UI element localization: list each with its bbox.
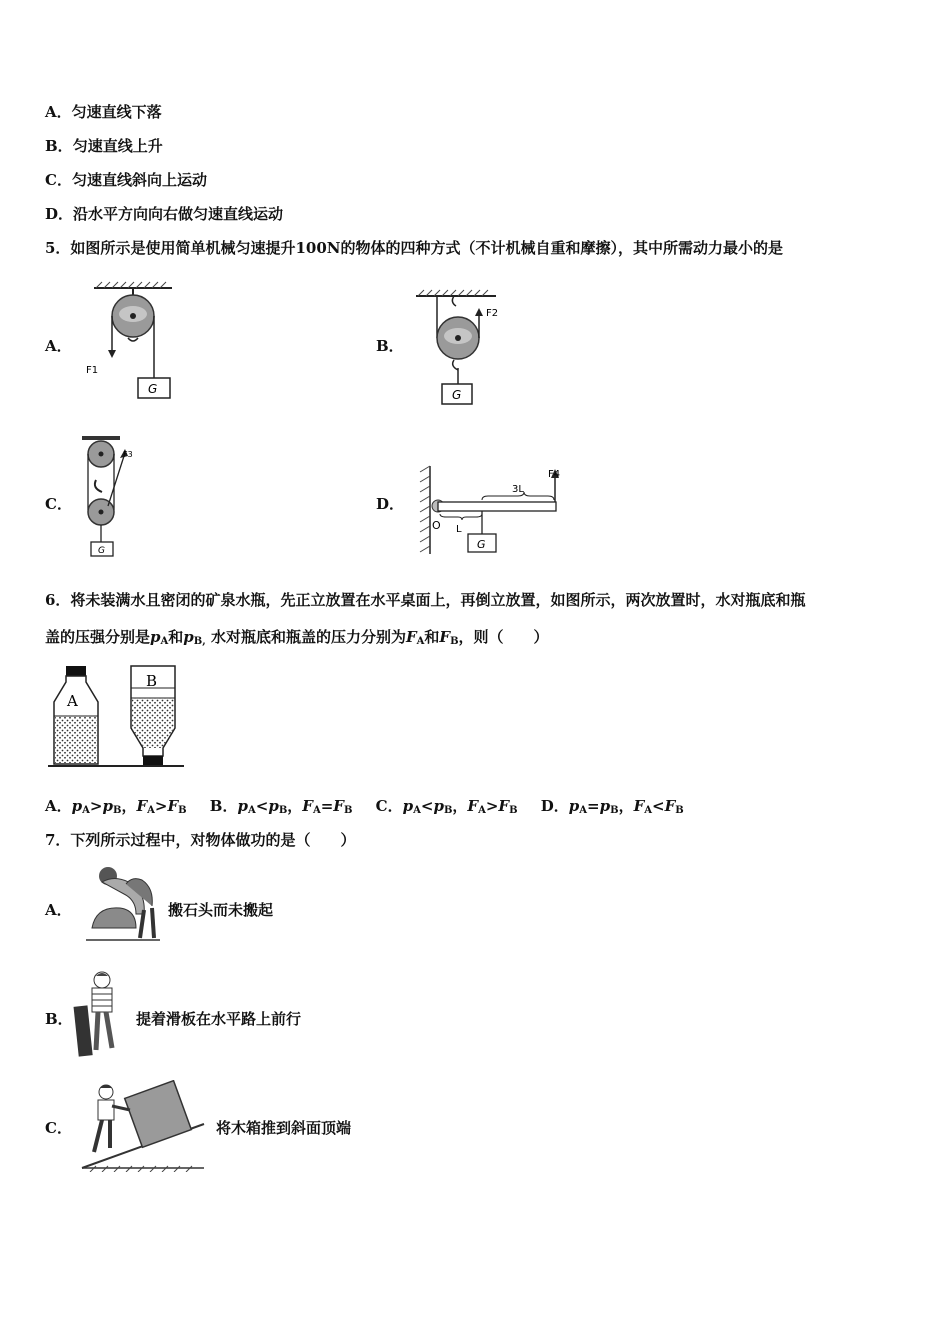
f4-g-label: G [477, 538, 486, 551]
f4-label: F4 [548, 469, 561, 480]
q4-option-a: A．匀速直线下落 [45, 103, 162, 121]
q4-option-c: C．匀速直线斜向上运动 [45, 171, 207, 189]
q6-stem-line1: 6．将未装满水且密闭的矿泉水瓶，先正立放置在水平桌面上，再倒立放置，如图所示，两次放置时，水对瓶底和瓶 [45, 591, 806, 609]
q4-option-b: B．匀速直线上升 [45, 137, 163, 155]
q5-stem: 5．如图所示是使用简单机械匀速提升100N的物体的四种方式（不计机械自重和摩擦），其中所需动力最小的是 [45, 239, 783, 257]
f2-g-label: G [452, 388, 462, 402]
q7-stem: 7．下列所示过程中，对物体做功的是（ ） [45, 831, 356, 849]
q4-option-d: D．沿水平方向向右做匀速直线运动 [45, 205, 284, 223]
q6-option-a: A．$p_A>p_B$，$F_A>F_B$ [45, 797, 187, 816]
fixed-pulley-figure [80, 280, 190, 405]
q6-option-c: C．$p_A<p_B$，$F_A>F_B$ [375, 797, 518, 816]
q6-stem-line2: 盖的压强分别是$p_A$和$p_{B,}$ 水对瓶底和瓶盖的压力分别为$F_A$和$F_B$，则（ ） [45, 628, 549, 647]
q6-options [45, 796, 684, 821]
f3-g-label: G [98, 546, 105, 556]
lifting-stone-figure [82, 864, 162, 944]
q5-label-d: D． [376, 495, 405, 513]
bottle-b-label: B [146, 672, 158, 690]
f2-label: F2 [486, 308, 499, 319]
bottle-a-label: A [67, 692, 78, 710]
q5-label-b: B． [376, 337, 404, 355]
f1-label: F1 [86, 365, 99, 376]
movable-pulley-figure [410, 282, 520, 407]
q7-text-b: 提着滑板在水平路上前行 [136, 1010, 302, 1028]
f1-g-label: G [148, 382, 158, 396]
incline-box-figure [80, 1080, 210, 1172]
q6-option-d: D．$p_A=p_B$，$F_A<F_B$ [540, 797, 684, 816]
q6-option-b: B．$p_A<p_B$，$F_A=F_B$ [209, 797, 353, 816]
q7-label-b: B． [45, 1010, 73, 1028]
q7-label-c: C． [45, 1119, 72, 1137]
l-label: L [456, 524, 462, 535]
skateboard-figure [72, 970, 128, 1062]
pulley-block-figure [78, 434, 158, 559]
o-label: O [432, 519, 441, 532]
bottles-figure [46, 664, 186, 774]
three-l-label: 3L [512, 484, 524, 495]
q7-label-a: A． [45, 901, 72, 919]
f3-label: F3 [123, 450, 133, 459]
q5-label-c: C． [45, 495, 72, 513]
q5-label-a: A． [45, 337, 72, 355]
q7-text-a: 搬石头而未搬起 [168, 901, 274, 919]
q7-text-c: 将木箱推到斜面顶端 [216, 1119, 352, 1137]
lever-figure [412, 462, 562, 557]
